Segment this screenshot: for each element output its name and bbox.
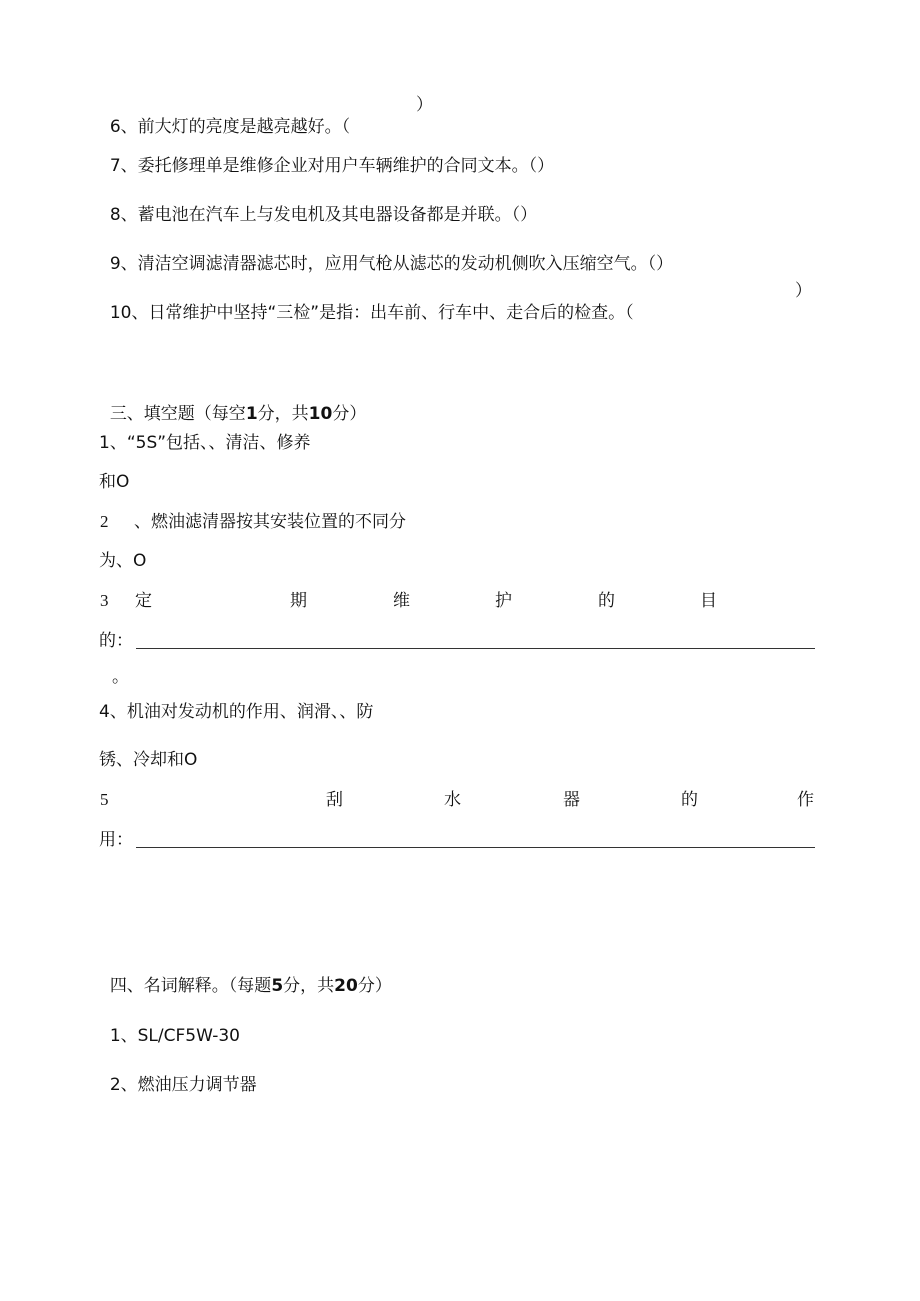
tf-question-8 bbox=[99, 182, 537, 226]
answer-paren-close[interactable]: ） bbox=[416, 95, 433, 115]
term-text: 燃油压力调节器 bbox=[137, 1075, 257, 1095]
term-text: SL/CF5W-30 bbox=[137, 1026, 240, 1046]
answer-blank-line[interactable] bbox=[136, 648, 815, 649]
fill-question-5-word: 水 bbox=[444, 790, 461, 810]
fill-question-5-prefix: 用： bbox=[99, 830, 133, 850]
fill-question-3-word: 期 bbox=[290, 591, 307, 611]
tf-number: 9、 bbox=[109, 254, 138, 274]
heading-text: 分） bbox=[332, 404, 367, 424]
heading-number: 1 bbox=[245, 404, 258, 424]
term-number: 1、 bbox=[109, 1026, 138, 1046]
fill-question-3-word: 的 bbox=[598, 591, 615, 611]
tf-number: 8、 bbox=[109, 205, 138, 225]
section-3-heading bbox=[99, 381, 366, 425]
fill-question-1: 1、“5S”包括、、清洁、修养 bbox=[99, 433, 311, 453]
heading-number: 10 bbox=[308, 404, 333, 424]
answer-blank-line[interactable] bbox=[136, 847, 815, 848]
fill-question-3-end: 。 bbox=[112, 667, 129, 687]
fill-question-5-word: 作 bbox=[797, 790, 814, 810]
heading-text: 分，共 bbox=[283, 976, 335, 996]
heading-number: 5 bbox=[271, 976, 284, 996]
tf-question-7 bbox=[99, 133, 554, 177]
fill-question-2-cont: 为、O bbox=[99, 551, 147, 571]
tf-text: 委托修理单是维修企业对用户车辆维护的合同文本。（） bbox=[137, 156, 555, 176]
fill-question-4-cont: 锈、冷却和O bbox=[99, 750, 198, 770]
heading-number: 20 bbox=[334, 976, 358, 996]
heading-text: 分） bbox=[357, 976, 392, 996]
fill-question-5-number: 5 bbox=[100, 790, 109, 809]
fill-question-3-word: 目 bbox=[700, 591, 717, 611]
fill-question-3-prefix: 的： bbox=[99, 631, 133, 651]
tf-text: 清洁空调滤清器滤芯时，应用气枪从滤芯的发动机侧吹入压缩空气。（） bbox=[137, 254, 674, 274]
fill-question-2: 、燃油滤清器按其安装位置的不同分 bbox=[134, 512, 406, 532]
fill-question-3-word: 定 bbox=[135, 591, 152, 611]
fill-question-5-word: 的 bbox=[681, 790, 698, 810]
tf-question-10 bbox=[99, 280, 634, 324]
answer-paren-close[interactable]: ） bbox=[795, 281, 812, 301]
fill-question-3-word: 维 bbox=[393, 591, 410, 611]
tf-question-9 bbox=[99, 231, 673, 275]
heading-text: 三、填空题（每空 bbox=[109, 404, 246, 424]
tf-text: 日常维护中坚持“三检”是指：出车前、行车中、走合后的检查。（ bbox=[148, 303, 634, 323]
term-number: 2、 bbox=[109, 1075, 138, 1095]
fill-question-3-word: 护 bbox=[495, 591, 512, 611]
tf-number: 7、 bbox=[109, 156, 138, 176]
tf-text: 前大灯的亮度是越亮越好。（ bbox=[137, 117, 351, 137]
fill-question-1-cont: 和O bbox=[99, 472, 130, 492]
fill-question-4: 4、机油对发动机的作用、润滑、、防 bbox=[99, 702, 374, 722]
heading-text: 四、名词解释。（每题 bbox=[109, 976, 272, 996]
heading-text: 分，共 bbox=[257, 404, 309, 424]
fill-question-5-word: 器 bbox=[563, 790, 580, 810]
tf-number: 6、 bbox=[109, 117, 138, 137]
tf-number: 10、 bbox=[109, 303, 149, 323]
term-question-2 bbox=[99, 1052, 257, 1096]
tf-question-6 bbox=[99, 94, 350, 138]
term-question-1 bbox=[99, 1003, 240, 1047]
tf-text: 蓄电池在汽车上与发电机及其电器设备都是并联。（） bbox=[137, 205, 538, 225]
section-4-heading bbox=[99, 953, 392, 997]
fill-question-5-word: 刮 bbox=[326, 790, 343, 810]
fill-question-2-number: 2 bbox=[100, 512, 109, 531]
fill-question-3-number: 3 bbox=[100, 591, 109, 610]
